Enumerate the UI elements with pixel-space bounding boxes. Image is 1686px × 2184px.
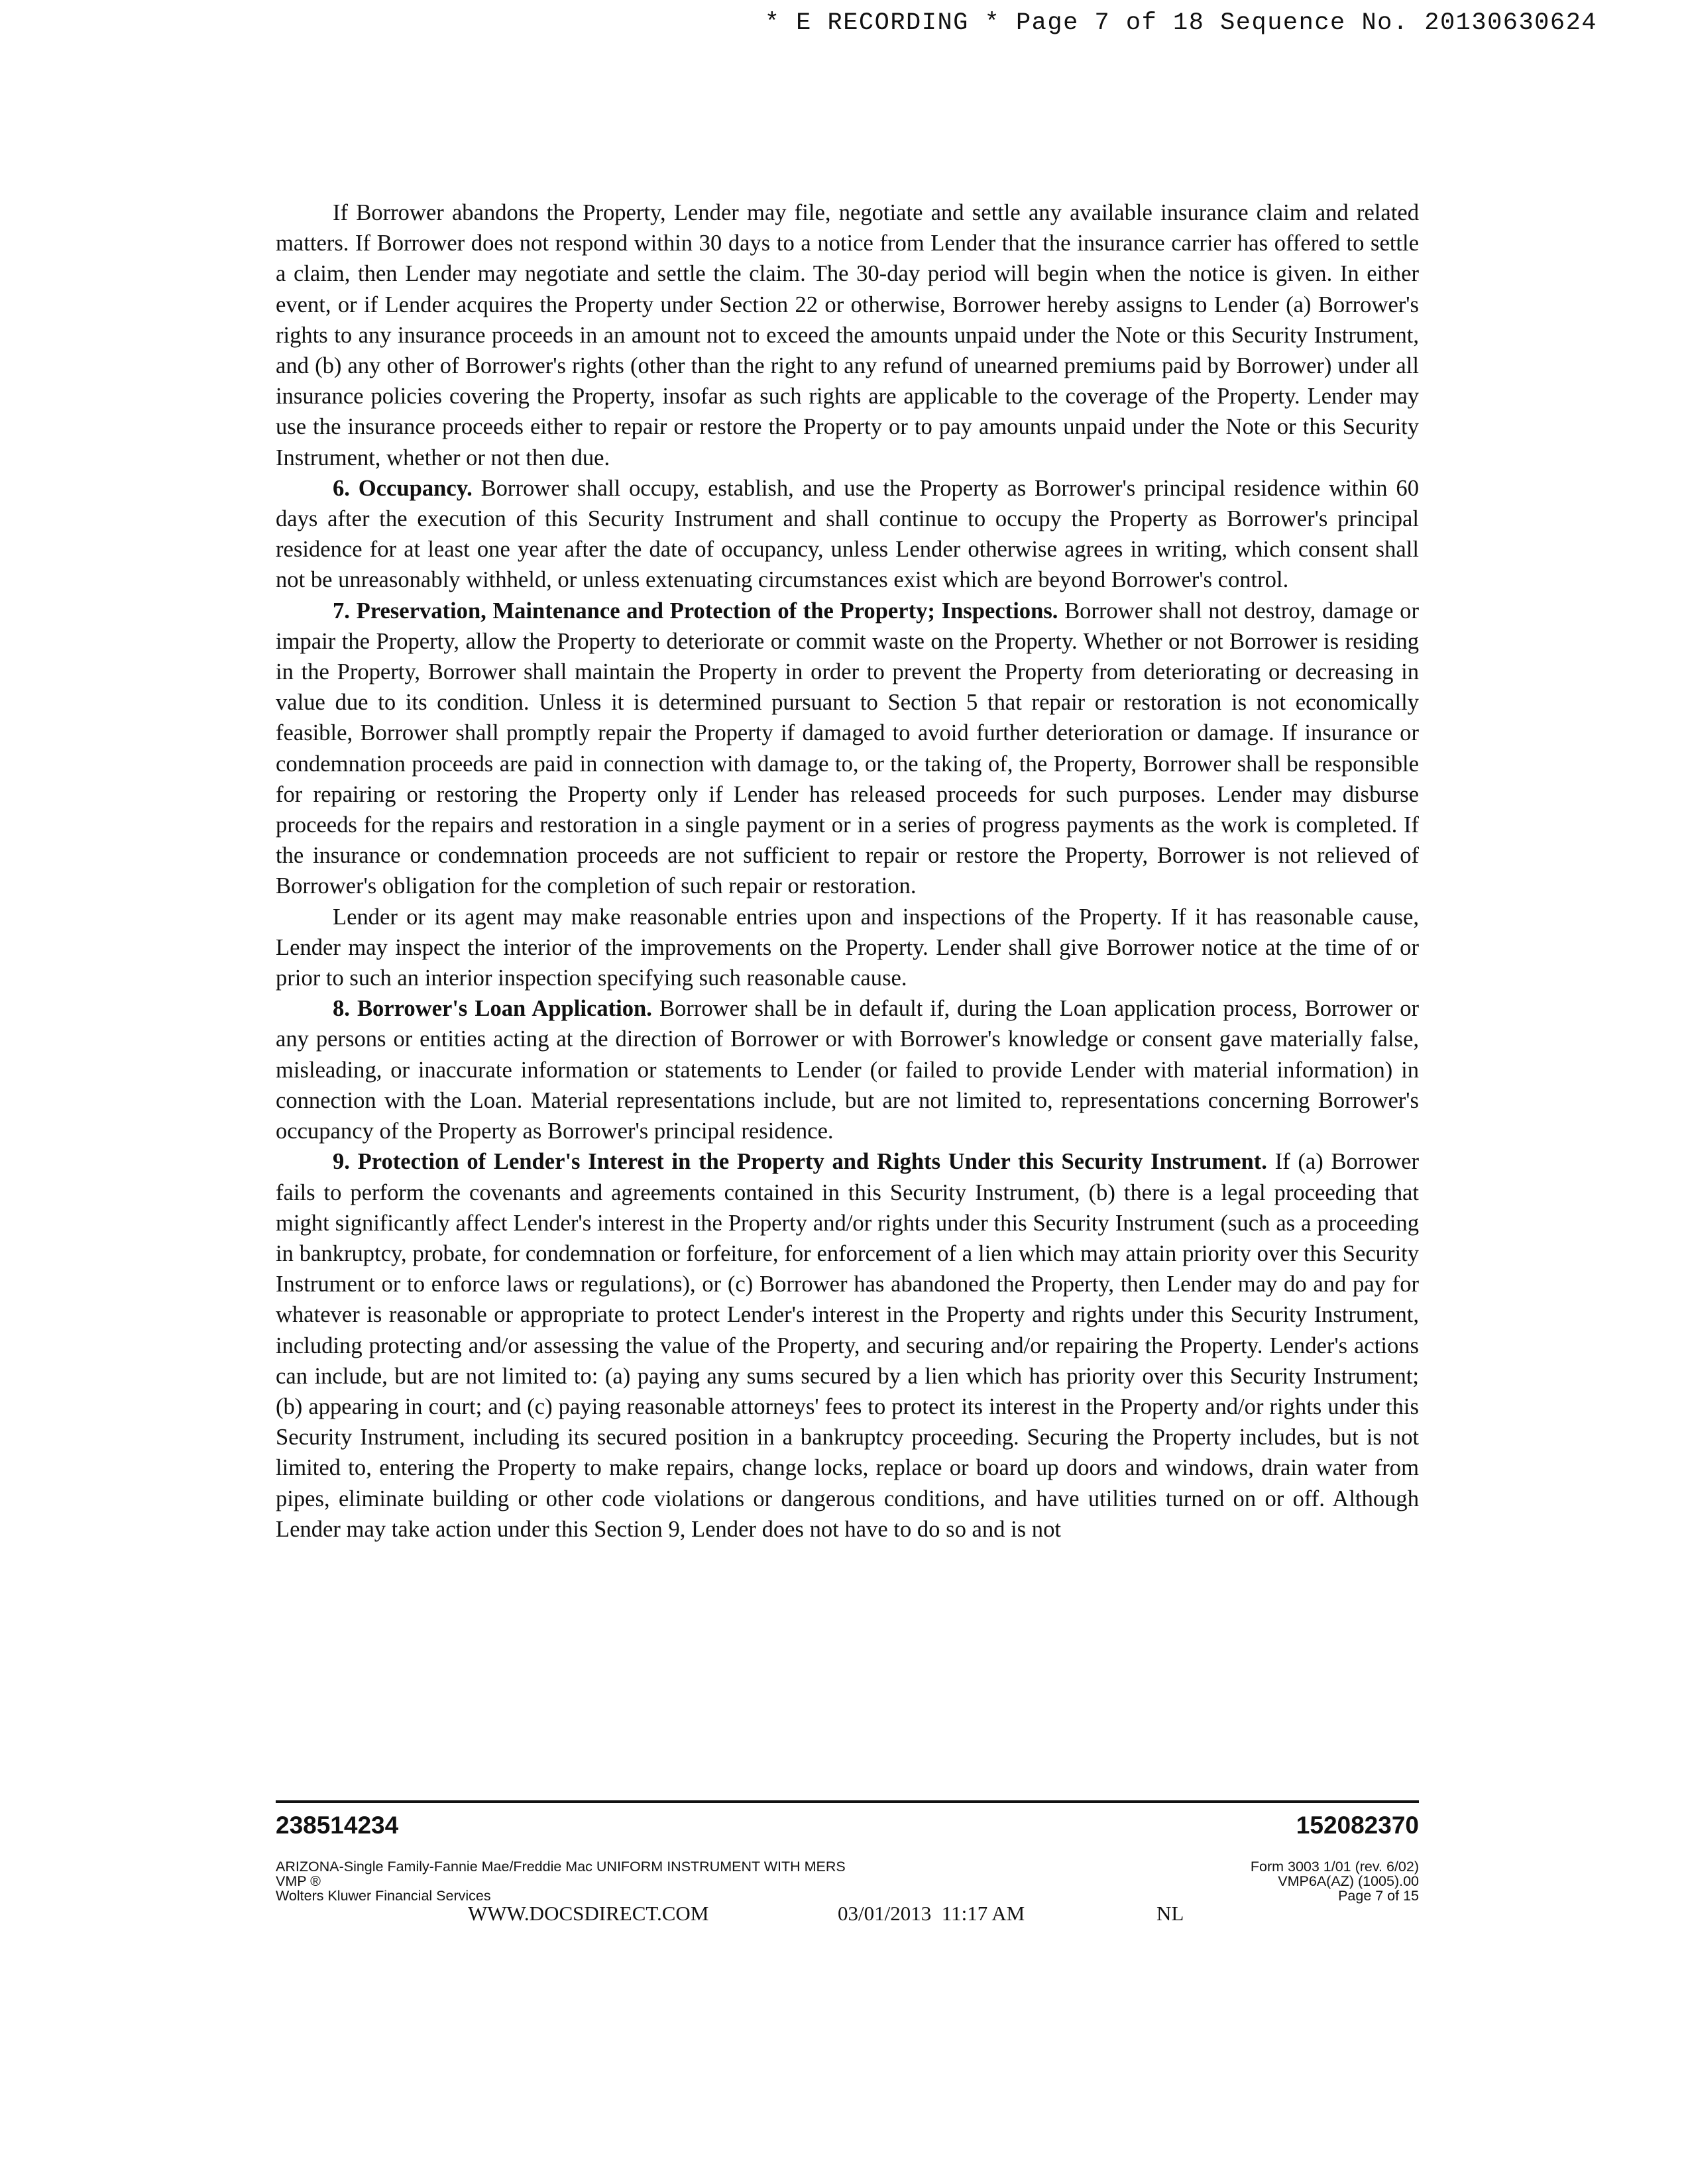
section-9-protection <box>276 1146 1419 1545</box>
document-body <box>276 197 1419 1545</box>
insurance-abandonment-paragraph: If Borrower abandons the Property, Lender may file, negotiate and settle any available insurance claim and related matters. If Borrower does not respond within 30 days to a notice from Lender that the insurance carrier has offered to settle a claim, then Lender may negotiate and settle the claim. The 30-day period will begin when the notice is given. In either event, or if Lender acquires the Property under Section 22 or otherwise, Borrower hereby assigns to Lender (a) Borrower's rights to any insurance proceeds in an amount not to exceed the amounts unpaid under the Note or this Security Instrument, and (b) any other of Borrower's rights (other than the right to any refund of unearned premiums paid by Borrower) under all insurance policies covering the Property, insofar as such rights are applicable to the coverage of the Property. Lender may use the insurance proceeds either to repair or restore the Property or to pay amounts unpaid under the Note or this Security Instrument, whether or not then due. <box>276 200 1419 470</box>
footer-form-numbers <box>1251 1859 1419 1903</box>
recording-header: * E RECORDING * Page 7 of 18 Sequence No. 20130630624 <box>764 9 1597 37</box>
section-6-heading: 6. Occupancy. <box>333 475 473 501</box>
section-9-text: If (a) Borrower fails to perform the covenants and agreements contained in this Security Instrument, (b) there is a legal proceeding that might significantly affect Lender's interest in the Property and/or rights under this Security Instrument (such as a proceeding in bankruptcy, probate, for condemnation or forfeiture, for enforcement of a lien which may attain priority over this Security Instrument or to enforce laws or regulations), or (c) Borrower has abandoned the Property, then Lender may do and pay for whatever is reasonable or appropriate to protect Lender's interest in the Property and rights under this Security Instrument, including protecting and/or assessing the value of the Property, and securing and/or repairing the Property. Lender's actions can include, but are not limited to: (a) paying any sums secured by a lien which has priority over this Security Instrument; (b) appearing in court; and (c) paying reasonable attorneys' fees to protect its interest in the Property and/or rights under this Security Instrument, including its secured position in a bankruptcy proceeding. Securing the Property includes, but is not limited to, entering the Property to make repairs, change locks, replace or board up doors and windows, drain water from pipes, eliminate building or other code violations or dangerous conditions, and have utilities turned on or off. Although Lender may take action under this Section 9, Lender does not have to do so and is not <box>276 1149 1419 1542</box>
section-7-preservation <box>276 596 1419 902</box>
print-datetime: 03/01/2013 11:17 AM <box>838 1902 1025 1925</box>
docsdirect-website: WWW.DOCSDIRECT.COM <box>468 1902 709 1925</box>
footer-divider <box>276 1800 1419 1803</box>
form-title: ARIZONA-Single Family-Fannie Mae/Freddie Mac UNIFORM INSTRUMENT WITH MERS <box>276 1859 846 1875</box>
loan-number-right: 152082370 <box>1296 1812 1419 1839</box>
section-8-text: Borrower shall be in default if, during the Loan application process, Borrower or any persons or entities acting at the direction of Borrower or with Borrower's knowledge or consent gave materially false, misleading, or inaccurate information or statements to Lender (or failed to provide Lender with material information) in connection with the Loan. Material representations include, but are not limited to, representations concerning Borrower's occupancy of the Property as Borrower's principal residence. <box>276 996 1419 1144</box>
form-number: Form 3003 1/01 (rev. 6/02) <box>1250 1859 1419 1875</box>
vmp-mark: VMP ® <box>276 1873 321 1889</box>
section-8-loan-application <box>276 993 1419 1146</box>
publisher: Wolters Kluwer Financial Services <box>276 1888 491 1904</box>
page-number: Page 7 of 15 <box>1338 1888 1419 1904</box>
section-6-text: Borrower shall occupy, establish, and use the Property as Borrower's principal residence within 60 days after the execution of this Security Instrument and shall continue to occupy the Property as Borrower's principal residence for at least one year after the date of occupancy, unless Lender otherwise agrees in writing, which consent shall not be unreasonably withheld, or unless extenuating circumstances exist which are beyond Borrower's control. <box>276 475 1419 593</box>
footer-form-info <box>276 1859 846 1903</box>
section-8-heading: 8. Borrower's Loan Application. <box>333 996 652 1022</box>
section-7-text: Borrower shall not destroy, damage or impair the Property, allow the Property to deteriorate or commit waste on the Property. Whether or not Borrower is residing in the Property, Borrower shall maintain the Property in order to prevent the Property from deteriorating or decreasing in value due to its condition. Unless it is determined pursuant to Section 5 that repair or restoration is not economically feasible, Borrower shall promptly repair the Property if damaged to avoid further deterioration or damage. If insurance or condemnation proceeds are paid in connection with damage to, or the taking of, the Property, Borrower shall be responsible for repairing or restoring the Property only if Lender has released proceeds for such purposes. Lender may disburse proceeds for the repairs and restoration in a single payment or in a series of progress payments as the work is completed. If the insurance or condemnation proceeds are not sufficient to repair or restore the Property, Borrower is not relieved of Borrower's obligation for the completion of such repair or restoration. <box>276 598 1419 899</box>
section-7-inspection-paragraph: Lender or its agent may make reasonable entries upon and inspections of the Property. If it has reasonable cause, Lender may inspect the interior of the improvements on the Property. Lender shall give Borrower notice at the time of or prior to such an interior inspection specifying such reasonable cause. <box>276 904 1419 991</box>
form-code: VMP6A(AZ) (1005).00 <box>1278 1873 1419 1889</box>
initials: NL <box>1156 1902 1184 1925</box>
section-6-occupancy <box>276 473 1419 596</box>
section-9-heading: 9. Protection of Lender's Interest in the Property and Rights Under this Security Instrument. <box>333 1149 1267 1175</box>
loan-number-left: 238514234 <box>276 1812 399 1839</box>
section-7-heading: 7. Preservation, Maintenance and Protection of the Property; Inspections. <box>333 598 1058 624</box>
